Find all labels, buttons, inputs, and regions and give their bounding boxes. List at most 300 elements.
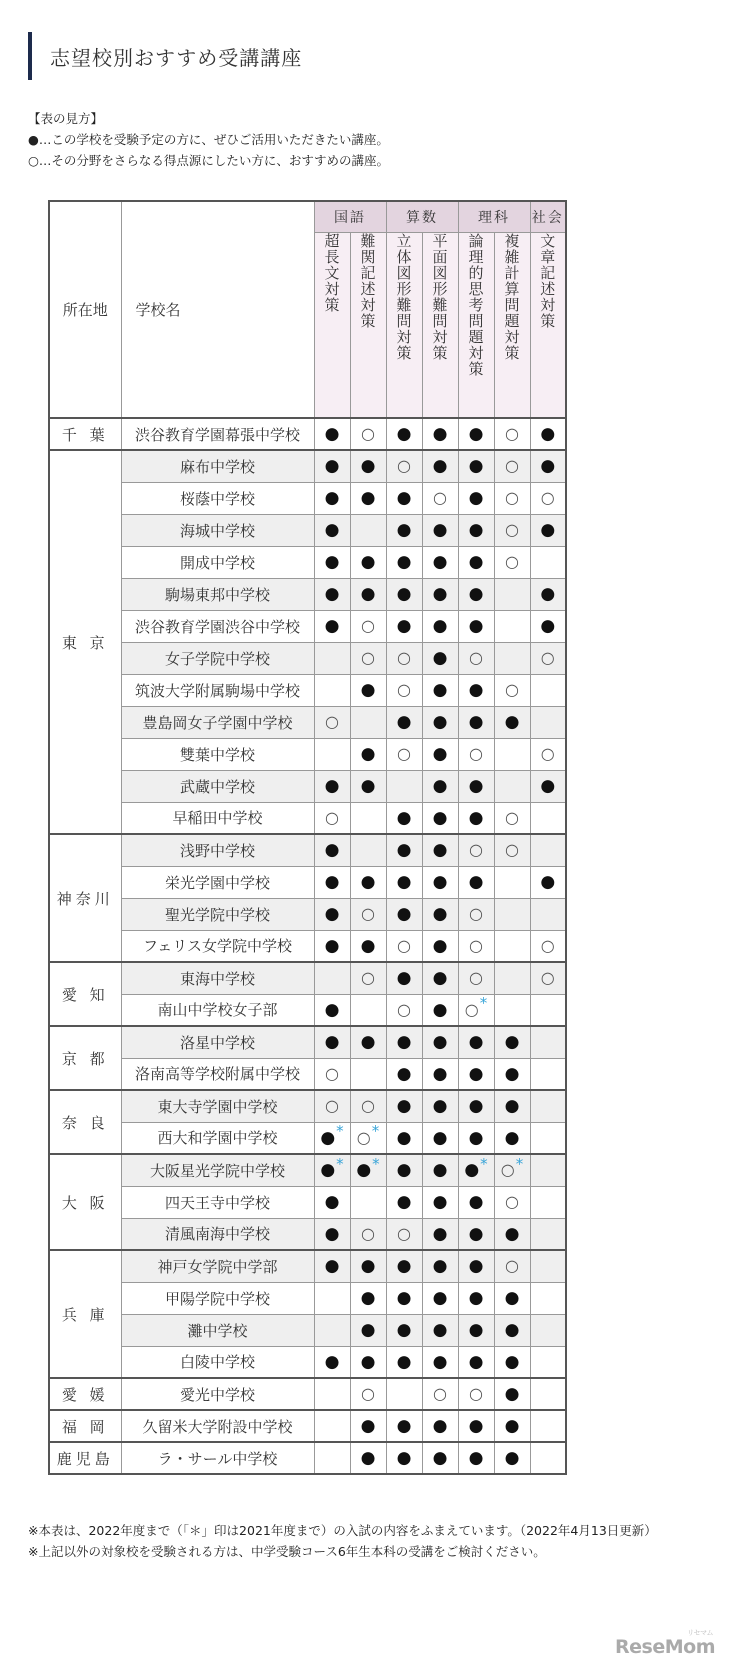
mark-cell	[530, 1218, 566, 1250]
table-row	[49, 834, 566, 866]
filled-circle-icon: ●	[324, 584, 340, 604]
mark-cell	[530, 514, 566, 546]
mark-cell	[386, 578, 422, 610]
filled-circle-icon: ●	[320, 1127, 336, 1148]
filled-circle-icon: ●	[360, 872, 376, 892]
filled-circle-icon: ●	[468, 584, 484, 604]
filled-circle-icon: ●	[396, 712, 412, 732]
school-name: 甲陽学院中学校	[121, 1282, 314, 1314]
filled-circle-icon: ●	[396, 1256, 412, 1277]
filled-circle-icon: ●	[540, 616, 556, 636]
mark-cell	[494, 1154, 530, 1186]
mark-cell	[530, 1314, 566, 1346]
school-name: 雙葉中学校	[121, 738, 314, 770]
filled-circle-icon: ●	[396, 1416, 412, 1436]
mark-cell	[386, 866, 422, 898]
course-label: 難関記述対策	[358, 233, 377, 329]
filled-circle-icon: ●	[432, 1096, 448, 1117]
mark-cell	[494, 834, 530, 866]
mark-cell	[494, 1218, 530, 1250]
mark-cell	[386, 1090, 422, 1122]
school-name: 渋谷教育学園渋谷中学校	[121, 610, 314, 642]
school-name: 清風南海中学校	[121, 1218, 314, 1250]
school-name: 東大寺学園中学校	[121, 1090, 314, 1122]
course-table	[48, 200, 567, 1475]
mark-cell	[494, 866, 530, 898]
school-name: 洛南高等学校附属中学校	[121, 1058, 314, 1090]
filled-circle-icon: ●	[396, 1320, 412, 1340]
filled-circle-icon: ●	[396, 520, 412, 540]
school-name: 南山中学校女子部	[121, 994, 314, 1026]
mark-cell	[350, 450, 386, 482]
mark-cell	[422, 1442, 458, 1474]
mark-cell	[386, 770, 422, 802]
hollow-circle-icon: ○	[397, 1223, 411, 1243]
table-row	[49, 642, 566, 674]
filled-circle-icon: ●	[432, 807, 448, 828]
hollow-circle-icon: ○	[464, 999, 479, 1019]
mark-cell	[494, 1186, 530, 1218]
mark-cell	[386, 706, 422, 738]
mark-cell	[458, 514, 494, 546]
filled-circle-icon: ●	[432, 968, 448, 989]
filled-circle-icon: ●	[432, 1448, 448, 1468]
hollow-circle-icon: ○	[361, 424, 375, 443]
table-row	[49, 1410, 566, 1442]
mark-cell	[314, 1122, 350, 1154]
filled-circle-icon: ●	[504, 1448, 520, 1468]
filled-circle-icon: ●	[540, 584, 556, 604]
filled-circle-icon: ●	[396, 424, 412, 444]
mark-cell	[314, 962, 350, 994]
mark-cell	[350, 1410, 386, 1442]
mark-cell	[350, 674, 386, 706]
mark-cell	[386, 802, 422, 834]
footnotes	[28, 1520, 657, 1562]
mark-cell	[314, 450, 350, 482]
mark-cell	[314, 866, 350, 898]
filled-circle-icon: ●	[540, 872, 556, 892]
mark-cell	[494, 418, 530, 450]
mark-cell	[386, 514, 422, 546]
mark-cell	[530, 898, 566, 930]
mark-cell	[350, 1058, 386, 1090]
mark-cell	[422, 1026, 458, 1058]
school-name: 白陵中学校	[121, 1346, 314, 1378]
filled-circle-icon: ●	[432, 744, 448, 764]
mark-cell	[458, 1378, 494, 1410]
mark-cell	[386, 1314, 422, 1346]
mark-cell	[422, 802, 458, 834]
filled-circle-icon: ●	[324, 520, 340, 540]
filled-circle-icon: ●	[432, 712, 448, 732]
hollow-circle-icon: ○	[505, 680, 519, 699]
filled-circle-icon: ●	[468, 1096, 484, 1117]
filled-circle-icon: ●	[468, 712, 484, 732]
filled-circle-icon: ●	[432, 1320, 448, 1340]
mark-cell	[422, 1186, 458, 1218]
course-header	[530, 233, 566, 419]
hollow-circle-icon: ○	[505, 1256, 519, 1276]
table-row	[49, 898, 566, 930]
school-name: 豊島岡女子学園中学校	[121, 706, 314, 738]
mark-cell	[422, 1378, 458, 1410]
hollow-circle-icon: ○	[397, 999, 411, 1019]
filled-circle-icon: ●	[432, 872, 448, 892]
mark-cell	[458, 802, 494, 834]
mark-cell	[458, 610, 494, 642]
hollow-circle-icon: ○	[540, 935, 555, 955]
course-label: 超長文対策	[322, 233, 341, 313]
mark-cell	[458, 962, 494, 994]
mark-cell	[314, 898, 350, 930]
filled-circle-icon: ●	[396, 616, 412, 636]
mark-cell	[530, 1122, 566, 1154]
mark-cell	[314, 706, 350, 738]
filled-circle-icon: ●	[468, 552, 484, 572]
mark-cell	[314, 1058, 350, 1090]
hollow-circle-icon: ○	[469, 935, 483, 955]
hollow-circle-icon: ○	[397, 935, 411, 955]
filled-circle-icon: ●	[504, 1063, 520, 1084]
mark-cell	[458, 1058, 494, 1090]
mark-cell	[350, 1250, 386, 1282]
filled-circle-icon: ●	[504, 1384, 520, 1404]
mark-cell	[350, 1218, 386, 1250]
location-cell: 福 岡	[49, 1410, 121, 1442]
category-header: 国語	[314, 201, 386, 233]
hollow-circle-icon: ○	[500, 1160, 515, 1180]
location-cell: 愛 知	[49, 962, 121, 1026]
mark-cell	[530, 674, 566, 706]
mark-cell	[422, 994, 458, 1026]
mark-cell	[314, 514, 350, 546]
asterisk-icon: *	[480, 1154, 488, 1173]
location-cell: 大 阪	[49, 1154, 121, 1250]
mark-cell	[494, 610, 530, 642]
hollow-circle-icon: ○	[433, 1384, 447, 1403]
mark-cell	[494, 674, 530, 706]
filled-circle-icon: ●	[360, 1448, 376, 1468]
filled-circle-icon: ●	[468, 807, 484, 828]
hollow-circle-icon: ○	[361, 1223, 375, 1243]
mark-cell	[386, 642, 422, 674]
table-row	[49, 706, 566, 738]
mark-cell	[422, 514, 458, 546]
mark-cell	[494, 514, 530, 546]
mark-cell	[350, 1186, 386, 1218]
filled-circle-icon: ●	[468, 1127, 484, 1148]
mark-cell	[530, 834, 566, 866]
table-row	[49, 674, 566, 706]
mark-cell	[530, 1346, 566, 1378]
header-school: 学校名	[121, 201, 314, 418]
mark-cell	[314, 1026, 350, 1058]
mark-cell	[530, 1410, 566, 1442]
filled-circle-icon: ●	[468, 488, 484, 508]
school-name: 早稲田中学校	[121, 802, 314, 834]
location-cell: 神奈川	[49, 834, 121, 962]
mark-cell	[530, 1282, 566, 1314]
mark-cell	[386, 930, 422, 962]
filled-circle-icon: ●	[468, 1351, 484, 1372]
filled-circle-icon: ●	[504, 1320, 520, 1340]
mark-cell	[494, 930, 530, 962]
mark-cell	[386, 1282, 422, 1314]
filled-circle-icon: ●	[324, 488, 340, 508]
mark-cell	[458, 1410, 494, 1442]
filled-circle-icon: ●	[324, 456, 340, 477]
mark-cell	[458, 1218, 494, 1250]
hollow-circle-icon: ○	[361, 616, 375, 635]
table-row	[49, 1026, 566, 1058]
mark-cell	[530, 546, 566, 578]
mark-cell	[314, 1410, 350, 1442]
mark-cell	[458, 1346, 494, 1378]
hollow-circle-icon: ○	[469, 1384, 483, 1403]
table-row	[49, 1122, 566, 1154]
mark-cell	[530, 802, 566, 834]
filled-circle-icon: ●	[396, 1063, 412, 1084]
filled-circle-icon: ●	[540, 424, 556, 444]
filled-circle-icon: ●	[396, 1096, 412, 1117]
mark-cell	[314, 610, 350, 642]
mark-cell	[458, 770, 494, 802]
table-row	[49, 1442, 566, 1474]
category-header: 社会	[530, 201, 566, 233]
mark-cell	[422, 450, 458, 482]
mark-cell	[350, 898, 386, 930]
mark-cell	[530, 642, 566, 674]
mark-cell	[494, 546, 530, 578]
footnote-2: ※上記以外の対象校を受験される方は、中学受験コース6年生本科の受講をご検討ください。	[28, 1544, 546, 1559]
mark-cell	[350, 1282, 386, 1314]
filled-circle-icon: ●	[324, 1223, 340, 1244]
mark-cell	[386, 994, 422, 1026]
filled-circle-icon: ●	[360, 1351, 376, 1372]
mark-cell	[386, 418, 422, 450]
course-label: 論理的思考問題対策	[466, 233, 485, 377]
mark-cell	[458, 1026, 494, 1058]
filled-circle-icon: ●	[468, 520, 484, 540]
mark-cell	[314, 1186, 350, 1218]
filled-circle-icon: ●	[432, 1416, 448, 1436]
mark-cell	[422, 866, 458, 898]
mark-cell	[458, 866, 494, 898]
table-row	[49, 866, 566, 898]
mark-cell	[350, 834, 386, 866]
filled-circle-icon: ●	[360, 1256, 376, 1277]
mark-cell	[494, 738, 530, 770]
school-name: 大阪星光学院中学校	[121, 1154, 314, 1186]
hollow-circle-icon: ○	[361, 968, 375, 988]
filled-circle-icon: ●	[432, 904, 448, 924]
category-header: 理科	[458, 201, 530, 233]
mark-cell	[494, 706, 530, 738]
filled-circle-icon: ●	[432, 552, 448, 572]
hollow-circle-icon: ○	[356, 1127, 371, 1147]
hollow-circle-icon: ○	[397, 744, 411, 763]
filled-circle-icon: ●	[396, 1160, 412, 1181]
mark-cell	[314, 1442, 350, 1474]
mark-cell	[314, 642, 350, 674]
mark-cell	[494, 1346, 530, 1378]
mark-cell	[458, 642, 494, 674]
mark-cell	[422, 834, 458, 866]
hollow-circle-icon: ○	[540, 968, 555, 988]
filled-circle-icon: ●	[396, 1192, 412, 1212]
mark-cell	[422, 546, 458, 578]
mark-cell	[530, 1090, 566, 1122]
brand-name: ReseMom	[615, 1636, 715, 1658]
mark-cell	[314, 1154, 350, 1186]
course-header	[494, 233, 530, 419]
filled-circle-icon: ●	[360, 776, 376, 796]
hollow-circle-icon: ○	[397, 648, 411, 667]
mark-cell	[350, 930, 386, 962]
school-name: 駒場東邦中学校	[121, 578, 314, 610]
filled-circle-icon: ●	[396, 1288, 412, 1308]
mark-cell	[386, 834, 422, 866]
filled-circle-icon: ●	[540, 456, 556, 477]
mark-cell	[350, 802, 386, 834]
mark-cell	[530, 1026, 566, 1058]
mark-cell	[530, 738, 566, 770]
school-name: 愛光中学校	[121, 1378, 314, 1410]
mark-cell	[350, 1442, 386, 1474]
mark-cell	[458, 898, 494, 930]
mark-cell	[530, 770, 566, 802]
filled-circle-icon: ●	[432, 1256, 448, 1277]
filled-circle-icon: ●	[396, 904, 412, 924]
filled-circle-icon: ●	[324, 1032, 340, 1053]
filled-circle-icon: ●	[324, 1351, 340, 1372]
filled-circle-icon: ●	[504, 1288, 520, 1308]
table-row	[49, 482, 566, 514]
mark-cell	[386, 1154, 422, 1186]
mark-cell	[350, 610, 386, 642]
mark-cell	[350, 1378, 386, 1410]
course-header	[386, 233, 422, 419]
mark-cell	[422, 578, 458, 610]
mark-cell	[314, 1314, 350, 1346]
mark-cell	[314, 546, 350, 578]
school-name: 東海中学校	[121, 962, 314, 994]
mark-cell	[422, 1154, 458, 1186]
table-row	[49, 930, 566, 962]
mark-cell	[314, 578, 350, 610]
filled-circle-icon: ●	[360, 1032, 376, 1053]
legend-filled: ●…この学校を受験予定の方に、ぜひご活用いただきたい講座。	[28, 132, 389, 147]
filled-circle-icon: ●	[468, 1448, 484, 1468]
mark-cell	[530, 450, 566, 482]
school-name: 武蔵中学校	[121, 770, 314, 802]
school-name: 神戸女学院中学部	[121, 1250, 314, 1282]
filled-circle-icon: ●	[468, 1223, 484, 1244]
mark-cell	[530, 578, 566, 610]
table-row	[49, 802, 566, 834]
mark-cell	[386, 1186, 422, 1218]
mark-cell	[530, 1186, 566, 1218]
mark-cell	[422, 482, 458, 514]
filled-circle-icon: ●	[432, 616, 448, 636]
filled-circle-icon: ●	[432, 1127, 448, 1148]
filled-circle-icon: ●	[356, 1160, 372, 1181]
mark-cell	[494, 1282, 530, 1314]
mark-cell	[458, 450, 494, 482]
category-header: 算数	[386, 201, 458, 233]
filled-circle-icon: ●	[360, 456, 376, 477]
legend-heading: 【表の見方】	[28, 111, 104, 126]
course-label: 平面図形難問対策	[430, 233, 449, 361]
hollow-circle-icon: ○	[469, 968, 483, 988]
hollow-circle-icon: ○	[397, 456, 411, 476]
hollow-circle-icon: ○	[361, 1096, 375, 1116]
filled-circle-icon: ●	[504, 1223, 520, 1244]
mark-cell	[458, 674, 494, 706]
mark-cell	[386, 450, 422, 482]
filled-circle-icon: ●	[464, 1160, 480, 1181]
hollow-circle-icon: ○	[397, 680, 411, 699]
mark-cell	[314, 674, 350, 706]
filled-circle-icon: ●	[360, 1416, 376, 1436]
mark-cell	[350, 482, 386, 514]
filled-circle-icon: ●	[324, 904, 340, 924]
course-label: 文章記述対策	[538, 233, 557, 329]
mark-cell	[458, 1314, 494, 1346]
filled-circle-icon: ●	[504, 1127, 520, 1148]
filled-circle-icon: ●	[468, 776, 484, 796]
mark-cell	[422, 1314, 458, 1346]
filled-circle-icon: ●	[468, 1288, 484, 1308]
hollow-circle-icon: ○	[361, 904, 375, 923]
mark-cell	[422, 738, 458, 770]
filled-circle-icon: ●	[468, 424, 484, 444]
location-cell: 奈 良	[49, 1090, 121, 1154]
mark-cell	[386, 482, 422, 514]
mark-cell	[350, 1314, 386, 1346]
legend-hollow: ○…その分野をさらなる得点源にしたい方に、おすすめの講座。	[28, 153, 390, 168]
mark-cell	[494, 802, 530, 834]
hollow-circle-icon: ○	[505, 552, 519, 571]
mark-cell	[314, 994, 350, 1026]
mark-cell	[494, 962, 530, 994]
mark-cell	[350, 1122, 386, 1154]
filled-circle-icon: ●	[432, 1192, 448, 1212]
asterisk-icon: *	[372, 1154, 380, 1173]
mark-cell	[350, 738, 386, 770]
mark-cell	[458, 834, 494, 866]
filled-circle-icon: ●	[360, 935, 376, 956]
table-row	[49, 610, 566, 642]
course-header	[458, 233, 494, 419]
mark-cell	[386, 546, 422, 578]
mark-cell	[494, 1314, 530, 1346]
mark-cell	[314, 1346, 350, 1378]
filled-circle-icon: ●	[324, 776, 340, 796]
filled-circle-icon: ●	[432, 935, 448, 956]
filled-circle-icon: ●	[468, 1256, 484, 1277]
mark-cell	[458, 578, 494, 610]
mark-cell	[386, 898, 422, 930]
mark-cell	[494, 1250, 530, 1282]
asterisk-icon: *	[479, 994, 488, 1013]
filled-circle-icon: ●	[324, 872, 340, 892]
mark-cell	[494, 1410, 530, 1442]
school-name: 桜蔭中学校	[121, 482, 314, 514]
filled-circle-icon: ●	[468, 1063, 484, 1084]
table-row	[49, 962, 566, 994]
